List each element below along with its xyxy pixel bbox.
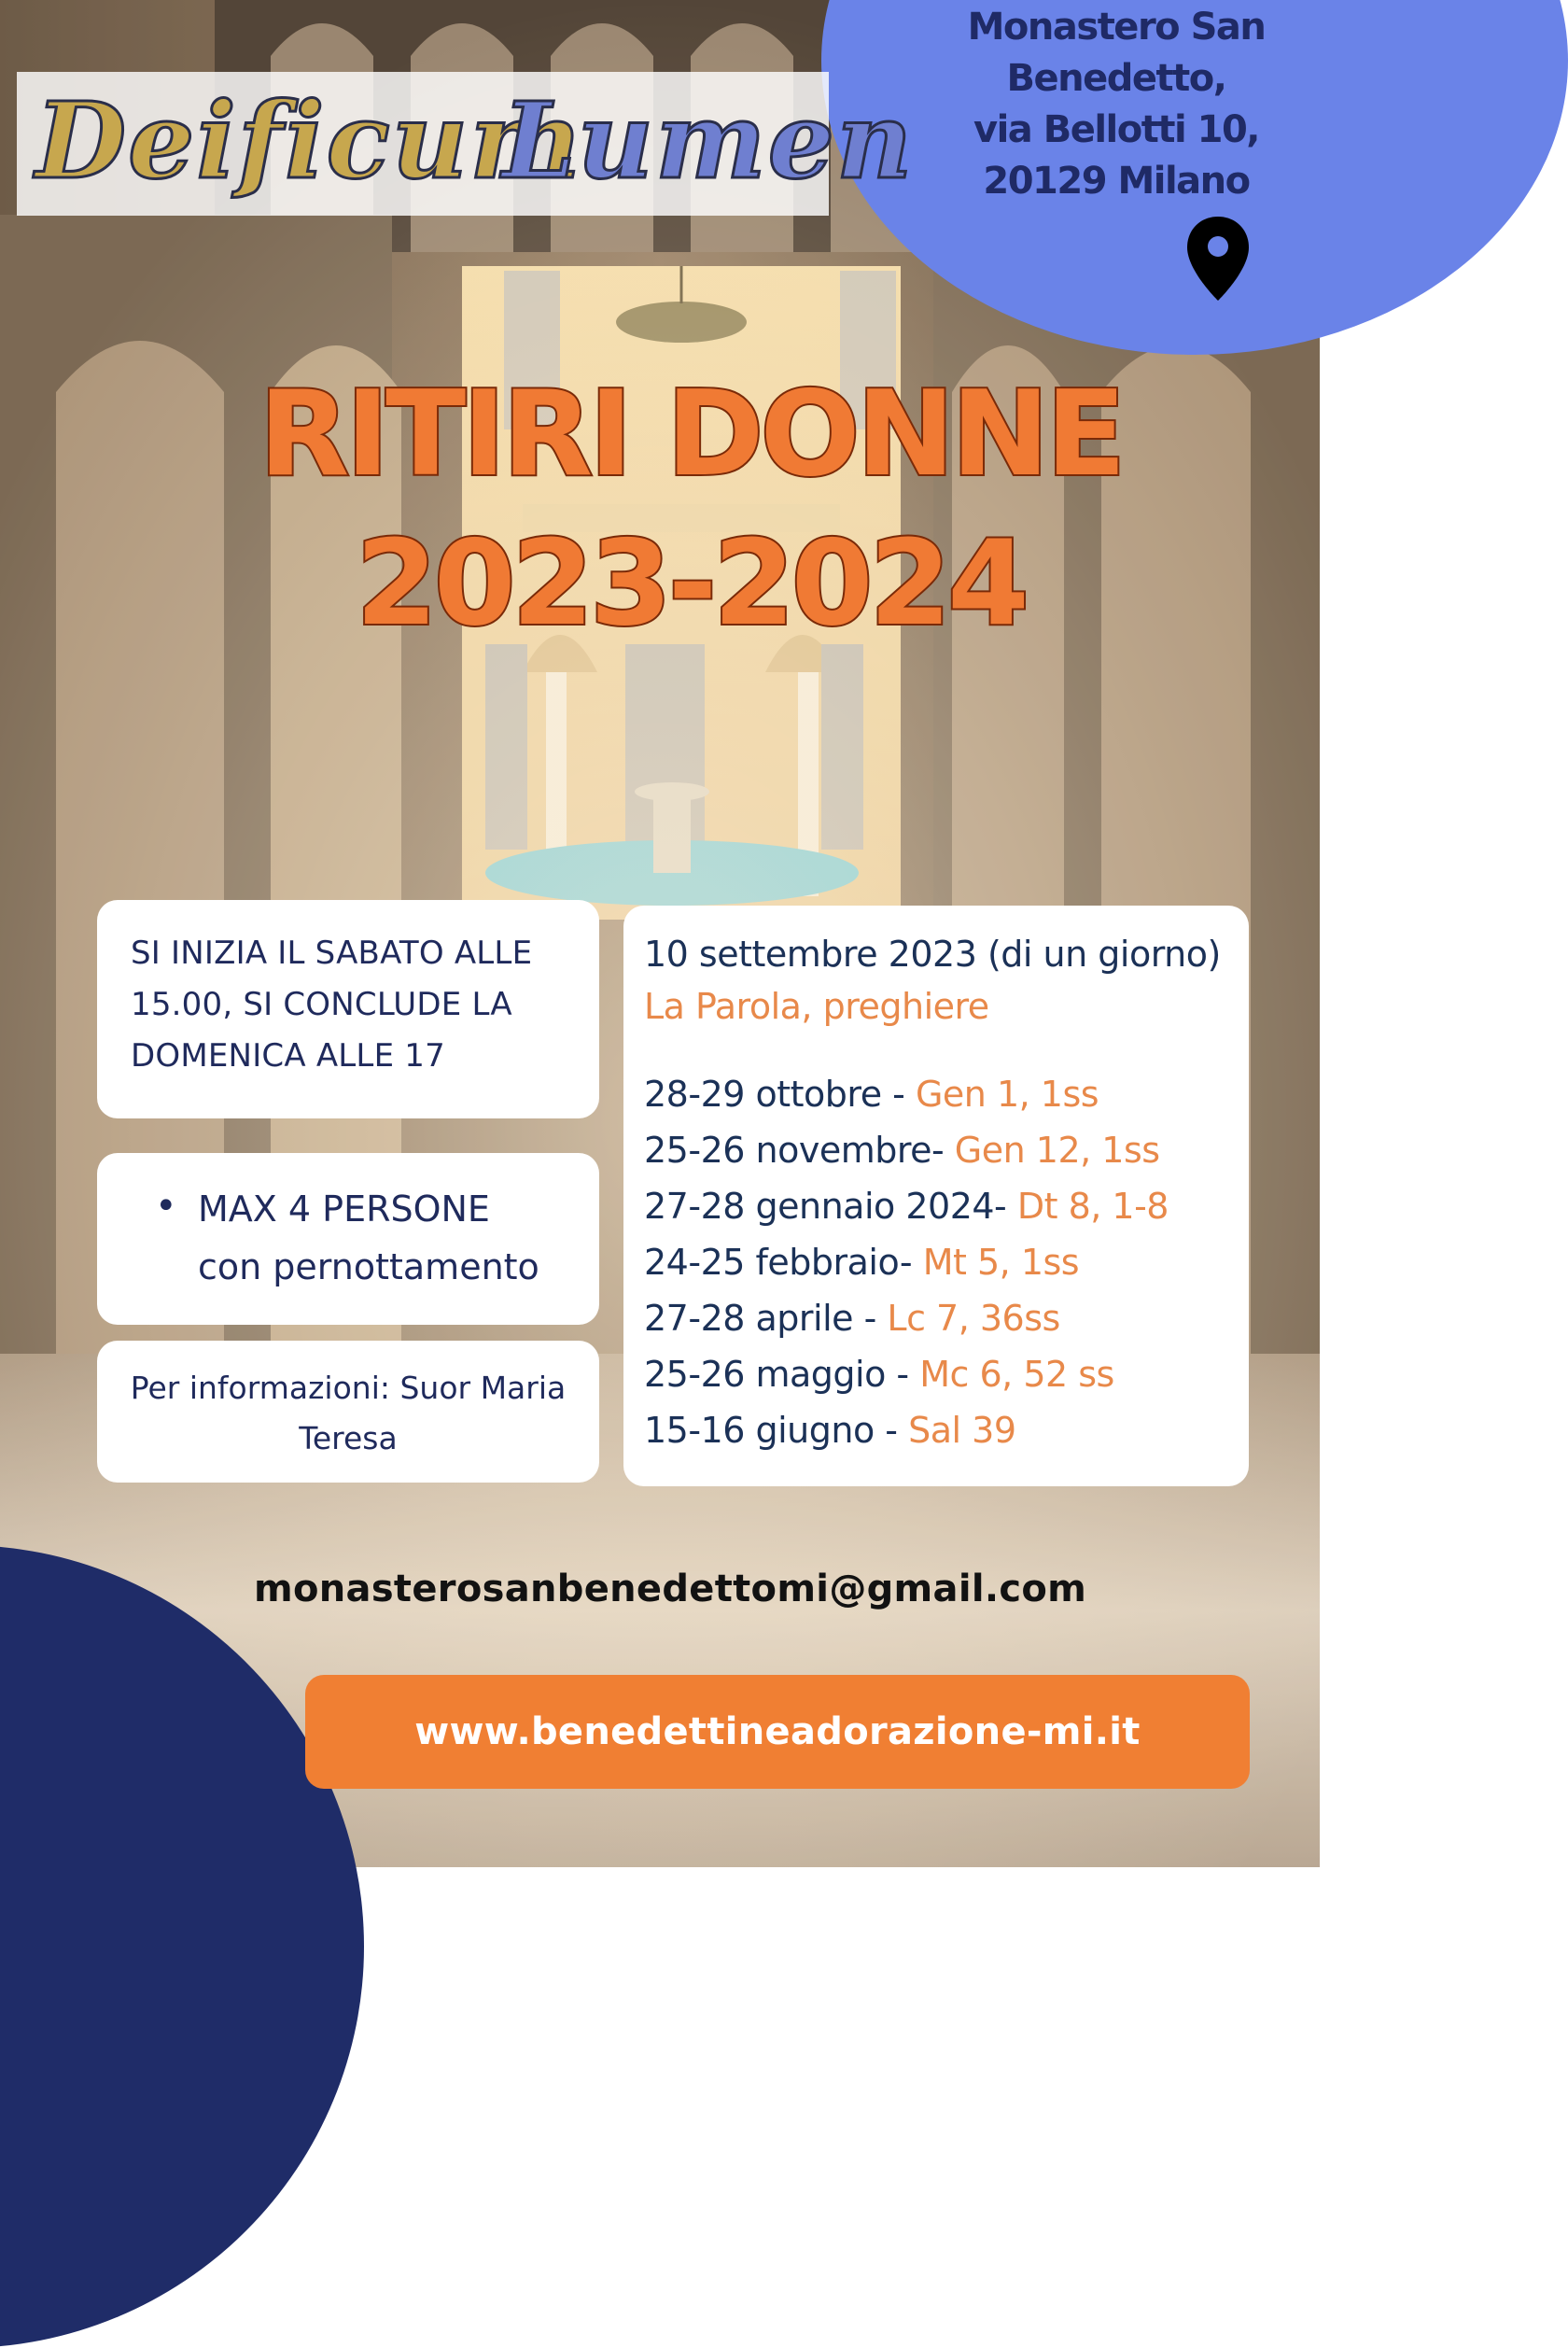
logo-word-deificum: Deificum xyxy=(35,80,582,203)
map-pin-icon xyxy=(1185,215,1251,302)
schedule-date: 27-28 gennaio 2024- xyxy=(644,1186,1017,1227)
address-line-3: via Bellotti 10, xyxy=(973,108,1259,151)
schedule-ref: Dt 8, 1-8 xyxy=(1016,1186,1169,1227)
capacity-subtitle: con pernottamento xyxy=(198,1246,539,1287)
contact-person-card xyxy=(97,1341,599,1483)
schedule-row xyxy=(644,1234,1241,1290)
headline-years: 2023-2024 xyxy=(356,514,1026,652)
capacity-title: MAX 4 PERSONE xyxy=(198,1188,490,1230)
address-line-1: Monastero San xyxy=(967,6,1266,49)
start-info-card xyxy=(97,900,599,1118)
schedule-ref: Lc 7, 36ss xyxy=(887,1298,1060,1339)
website-button[interactable] xyxy=(305,1675,1250,1789)
schedule-card xyxy=(623,906,1249,1486)
schedule-date: 25-26 novembre- xyxy=(644,1130,955,1171)
schedule-date: 15-16 giugno - xyxy=(644,1410,909,1451)
logo-word-lumen: Lumen xyxy=(502,80,915,203)
schedule-row xyxy=(644,1178,1241,1234)
start-info-text: SI INIZIA IL SABATO ALLE 15.00, SI CONCLUDE LA DOMENICA ALLE 17 xyxy=(131,935,533,1075)
contact-person-text: Per informazioni: Suor Maria Teresa xyxy=(130,1370,567,1456)
address-line-4: 20129 Milano xyxy=(983,160,1250,203)
schedule-first-date: 10 settembre 2023 (di un giorno) xyxy=(644,934,1221,975)
bullet-icon: • xyxy=(155,1185,177,1228)
schedule-ref: Sal 39 xyxy=(908,1410,1016,1451)
logo-banner xyxy=(17,72,915,216)
schedule-date: 27-28 aprile - xyxy=(644,1298,888,1339)
address-block xyxy=(933,2,1299,207)
schedule-date: 28-29 ottobre - xyxy=(644,1074,916,1115)
headline-title: RITIRI DONNE xyxy=(259,365,1123,502)
schedule-ref: Gen 12, 1ss xyxy=(954,1130,1160,1171)
schedule-row xyxy=(644,1346,1241,1402)
schedule-first-topic: La Parola, preghiere xyxy=(644,986,989,1027)
schedule-ref: Gen 1, 1ss xyxy=(915,1074,1099,1115)
address-line-2: Benedetto, xyxy=(1006,57,1226,100)
schedule-row xyxy=(644,1122,1241,1178)
schedule-date: 25-26 maggio - xyxy=(644,1354,920,1395)
website-url[interactable]: www.benedettineadorazione-mi.it xyxy=(414,1710,1141,1753)
schedule-ref: Mt 5, 1ss xyxy=(922,1242,1080,1283)
capacity-card xyxy=(97,1153,599,1325)
email-link[interactable]: monasterosanbenedettomi@gmail.com xyxy=(254,1568,1087,1610)
schedule-row xyxy=(644,1290,1241,1346)
schedule-row xyxy=(644,1066,1241,1122)
schedule-row xyxy=(644,1402,1241,1458)
schedule-ref: Mc 6, 52 ss xyxy=(919,1354,1114,1395)
schedule-date: 24-25 febbraio- xyxy=(644,1242,923,1283)
